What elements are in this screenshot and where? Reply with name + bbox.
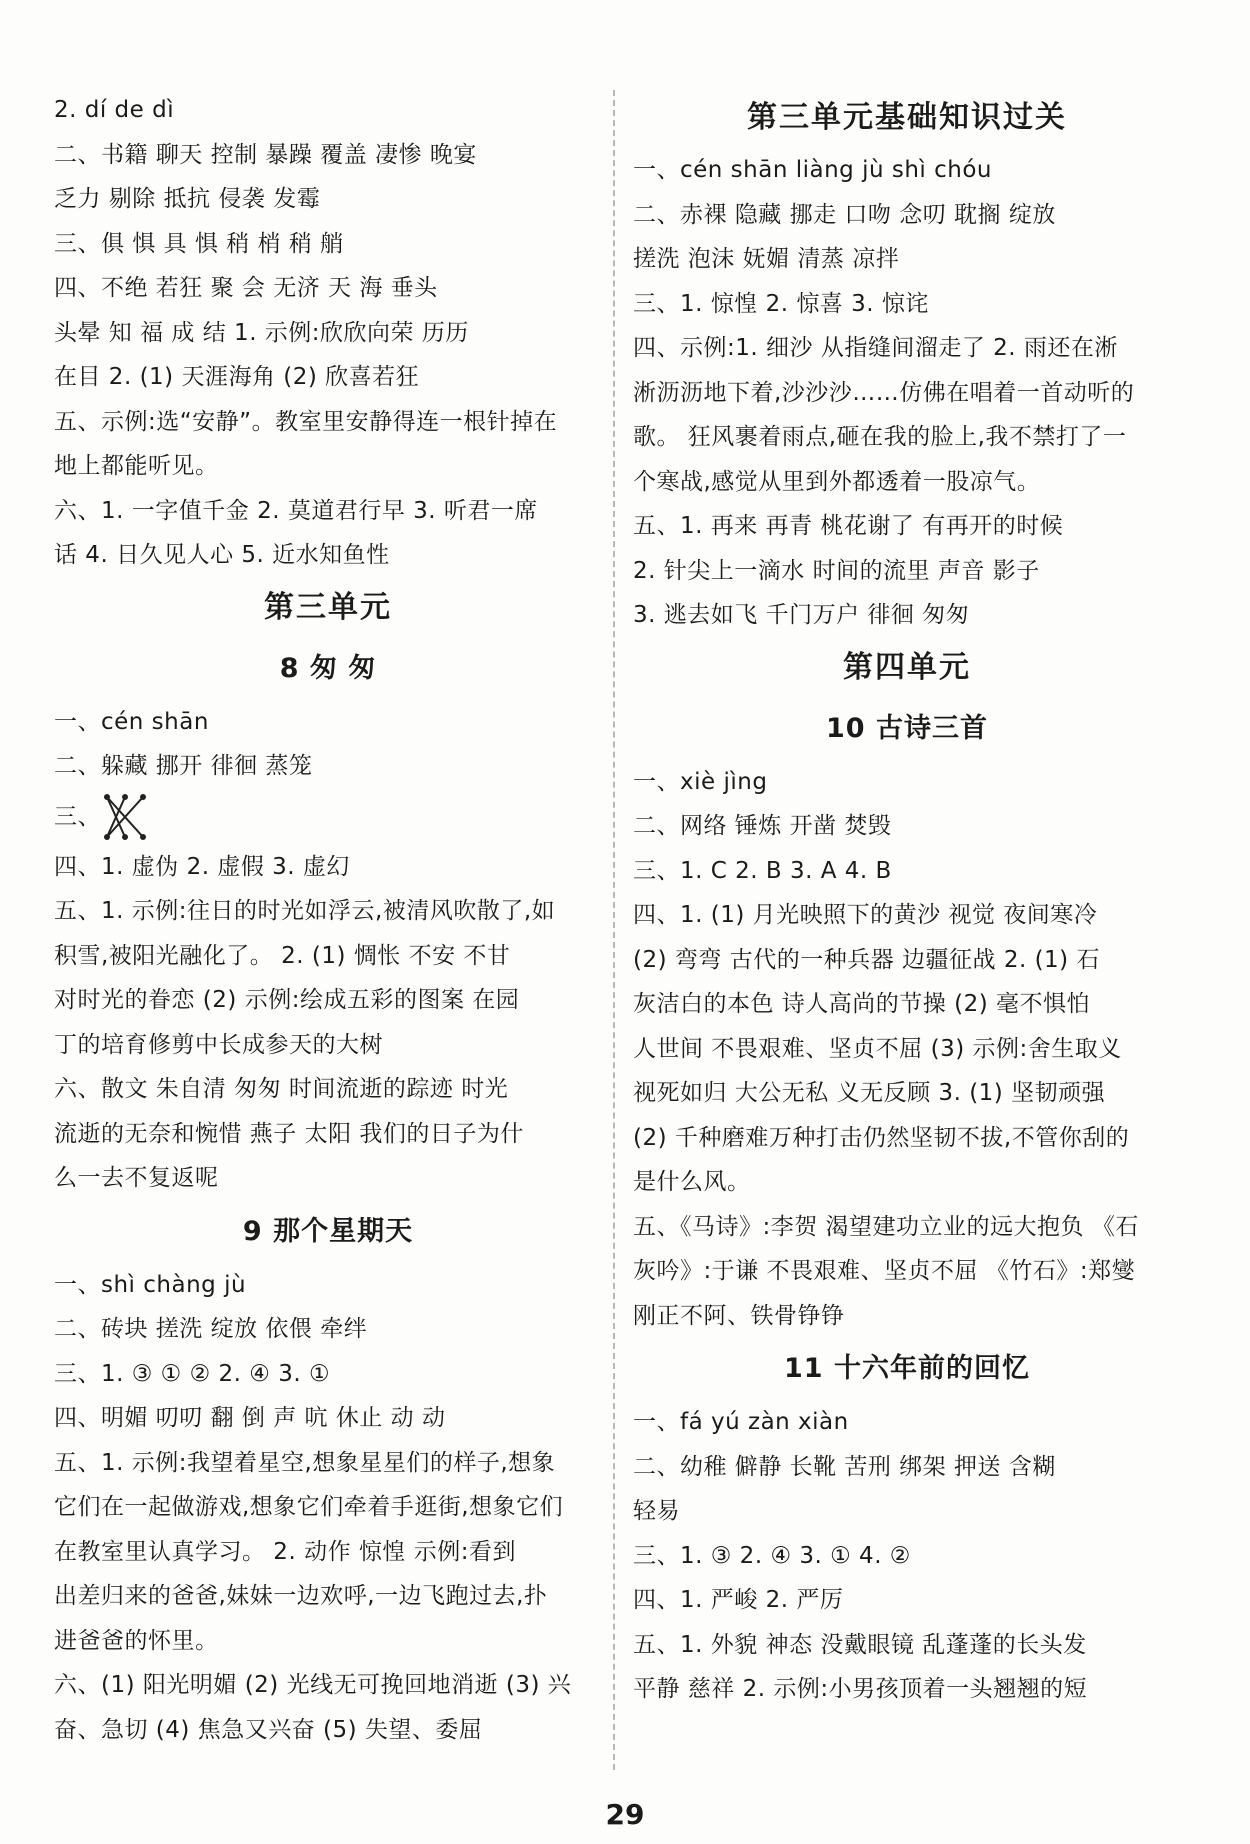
lesson-heading: 11 十六年前的回忆 (784, 1353, 1030, 1384)
answer-line: 三、1. ③ 2. ④ 3. ① 4. ② (633, 1542, 911, 1569)
answer-line: 话 4. 日久见人心 5. 近水知鱼性 (54, 542, 390, 568)
answer-line: 一、shì chàng jù (54, 1271, 247, 1298)
answer-line: 一、fá yú zàn xiàn (633, 1409, 849, 1435)
section-heading: 第三单元基础知识过关 (747, 100, 1067, 135)
answer-line: 头晕 知 福 成 结 1. 示例:欣欣向荣 历历 (54, 319, 469, 346)
answer-line: 二、幼稚 僻静 长靴 苦刑 绑架 押送 含糊 (633, 1453, 1056, 1480)
answer-line: 四、1. 虚伪 2. 虚假 3. 虚幻 (54, 853, 350, 880)
answer-line: 五、1. 外貌 神态 没戴眼镜 乱蓬蓬的长头发 (633, 1631, 1087, 1658)
answer-line: 二、砖块 搓洗 绽放 依偎 牵绊 (54, 1316, 368, 1342)
answer-line: 丁的培育修剪中长成参天的大树 (54, 1031, 383, 1058)
answer-line: 轻易 (633, 1498, 680, 1524)
answer-line: 五、《马诗》:李贺 渴望建功立业的远大抱负 《石 (633, 1213, 1139, 1240)
answer-line: 二、赤裸 隐藏 挪走 口吻 念叨 耽搁 绽放 (633, 201, 1056, 228)
answer-line: 四、示例:1. 细沙 从指缝间溜走了 2. 雨还在淅 (633, 335, 1118, 361)
answer-line: 视死如归 大公无私 义无反顾 3. (1) 坚韧顽强 (633, 1080, 1106, 1106)
answer-line: 一、xiè jìng (633, 768, 768, 795)
answer-line: 乏力 剔除 抵抗 侵袭 发霉 (54, 186, 321, 212)
answer-line: 刚正不阿、铁骨铮铮 (633, 1302, 845, 1329)
answer-line: 奋、急切 (4) 焦急又兴奋 (5) 失望、委屈 (54, 1716, 483, 1743)
answer-line: 对时光的眷恋 (2) 示例:绘成五彩的图案 在园 (54, 987, 520, 1013)
answer-line: 人世间 不畏艰难、坚贞不屈 (3) 示例:舍生取义 (633, 1035, 1122, 1062)
answer-line: 四、不绝 若狂 聚 会 无济 天 海 垂头 (54, 275, 438, 301)
lesson-heading: 8 匆 匆 (279, 652, 377, 684)
answer-line: 五、1. 示例:往日的时光如浮云,被清风吹散了,如 (54, 898, 556, 924)
answer-line: 灰洁白的本色 诗人高尚的节操 (2) 毫不惧怕 (633, 991, 1091, 1017)
left-column (54, 88, 602, 1752)
answer-line: 它们在一起做游戏,想象它们牵着手逛街,想象它们 (54, 1494, 564, 1520)
answer-line: 二、书籍 聊天 控制 暴躁 覆盖 凄惨 晚宴 (54, 141, 477, 168)
answer-line: 歌。 狂风裹着雨点,砸在我的脸上,我不禁打了一 (633, 424, 1127, 450)
answer-line: 地上都能听见。 (54, 453, 219, 479)
answer-line: 流逝的无奈和惋惜 燕子 太阳 我们的日子为什 (54, 1120, 524, 1147)
answer-line: 在教室里认真学习。 2. 动作 惊惶 示例:看到 (54, 1538, 516, 1565)
answer-line: (2) 千种磨难万种打击仍然坚韧不拔,不管你刮的 (633, 1124, 1130, 1151)
answer-line: 是什么风。 (633, 1169, 751, 1195)
answer-line: 3. 逃去如飞 千门万户 徘徊 匆匆 (633, 602, 970, 628)
answer-line: 灰吟》:于谦 不畏艰难、坚贞不屈 《竹石》:郑燮 (633, 1258, 1136, 1284)
answer-line: 五、1. 示例:我望着星空,想象星星们的样子,想象 (54, 1449, 556, 1476)
answer-line: 五、1. 再来 再青 桃花谢了 有再开的时候 (633, 513, 1064, 539)
column-divider (613, 90, 615, 1770)
lesson-heading: 10 古诗三首 (826, 712, 988, 744)
answer-line: 淅沥沥地下着,沙沙沙……仿佛在唱着一首动听的 (633, 379, 1135, 406)
answer-line: 三、1. ③ ① ② 2. ④ 3. ① (54, 1360, 331, 1387)
answer-line: 么一去不复返呢 (54, 1165, 219, 1191)
answer-line: 进爸爸的怀里。 (54, 1627, 219, 1654)
answer-line: 个寒战,感觉从里到外都透着一股凉气。 (633, 468, 1041, 495)
page-number: 29 (605, 1798, 645, 1831)
answer-line: 三、俱 惧 具 惧 稍 梢 稍 艄 (54, 230, 344, 257)
answer-line: 三、1. 惊惶 2. 惊喜 3. 惊诧 (633, 290, 929, 317)
answer-line: 一、cén shān (54, 708, 209, 735)
answer-line-matching (54, 789, 602, 845)
answer-line: 三、1. C 2. B 3. A 4. B (633, 857, 892, 884)
unit-heading: 第四单元 (843, 649, 971, 685)
answer-line: 六、散文 朱自清 匆匆 时间流逝的踪迹 时光 (54, 1076, 509, 1102)
answer-line: 出差归来的爸爸,妹妹一边欢呼,一边飞跑过去,扑 (54, 1583, 548, 1609)
answer-line: 在目 2. (1) 天涯海角 (2) 欣喜若狂 (54, 364, 420, 390)
answer-line: 四、1. (1) 月光映照下的黄沙 视觉 夜间寒冷 (633, 902, 1098, 928)
matching-cross-icon (103, 793, 147, 841)
unit-heading: 第三单元 (264, 589, 392, 625)
answer-line: 五、示例:选“安静”。教室里安静得连一根针掉在 (54, 408, 558, 435)
answer-line: 积雪,被阳光融化了。 2. (1) 惆怅 不安 不甘 (54, 942, 511, 969)
answer-line: (2) 弯弯 古代的一种兵器 边疆征战 2. (1) 石 (633, 946, 1100, 973)
answer-line: 六、(1) 阳光明媚 (2) 光线无可挽回地消逝 (3) 兴 (54, 1672, 572, 1698)
right-column (633, 88, 1181, 1712)
answer-line: 搓洗 泡沫 妩媚 清蒸 凉拌 (633, 246, 900, 272)
answer-line: 二、网络 锤炼 开凿 焚毁 (633, 813, 892, 839)
answer-line: 二、躲藏 挪开 徘徊 蒸笼 (54, 753, 313, 779)
answer-label: 三、 (54, 803, 101, 830)
answer-line: 2. 针尖上一滴水 时间的流里 声音 影子 (633, 557, 1040, 584)
answer-line: 平静 慈祥 2. 示例:小男孩顶着一头翘翘的短 (633, 1676, 1088, 1702)
answer-line: 2. dí de dì (54, 97, 175, 123)
lesson-heading: 9 那个星期天 (242, 1215, 414, 1247)
answer-line: 六、1. 一字值千金 2. 莫道君行早 3. 听君一席 (54, 497, 538, 524)
answer-line: 四、1. 严峻 2. 严厉 (633, 1587, 844, 1613)
answer-line: 四、明媚 叨叨 翻 倒 声 吭 休止 动 动 (54, 1405, 446, 1431)
answer-line: 一、cén shān liàng jù shì chóu (633, 157, 992, 183)
